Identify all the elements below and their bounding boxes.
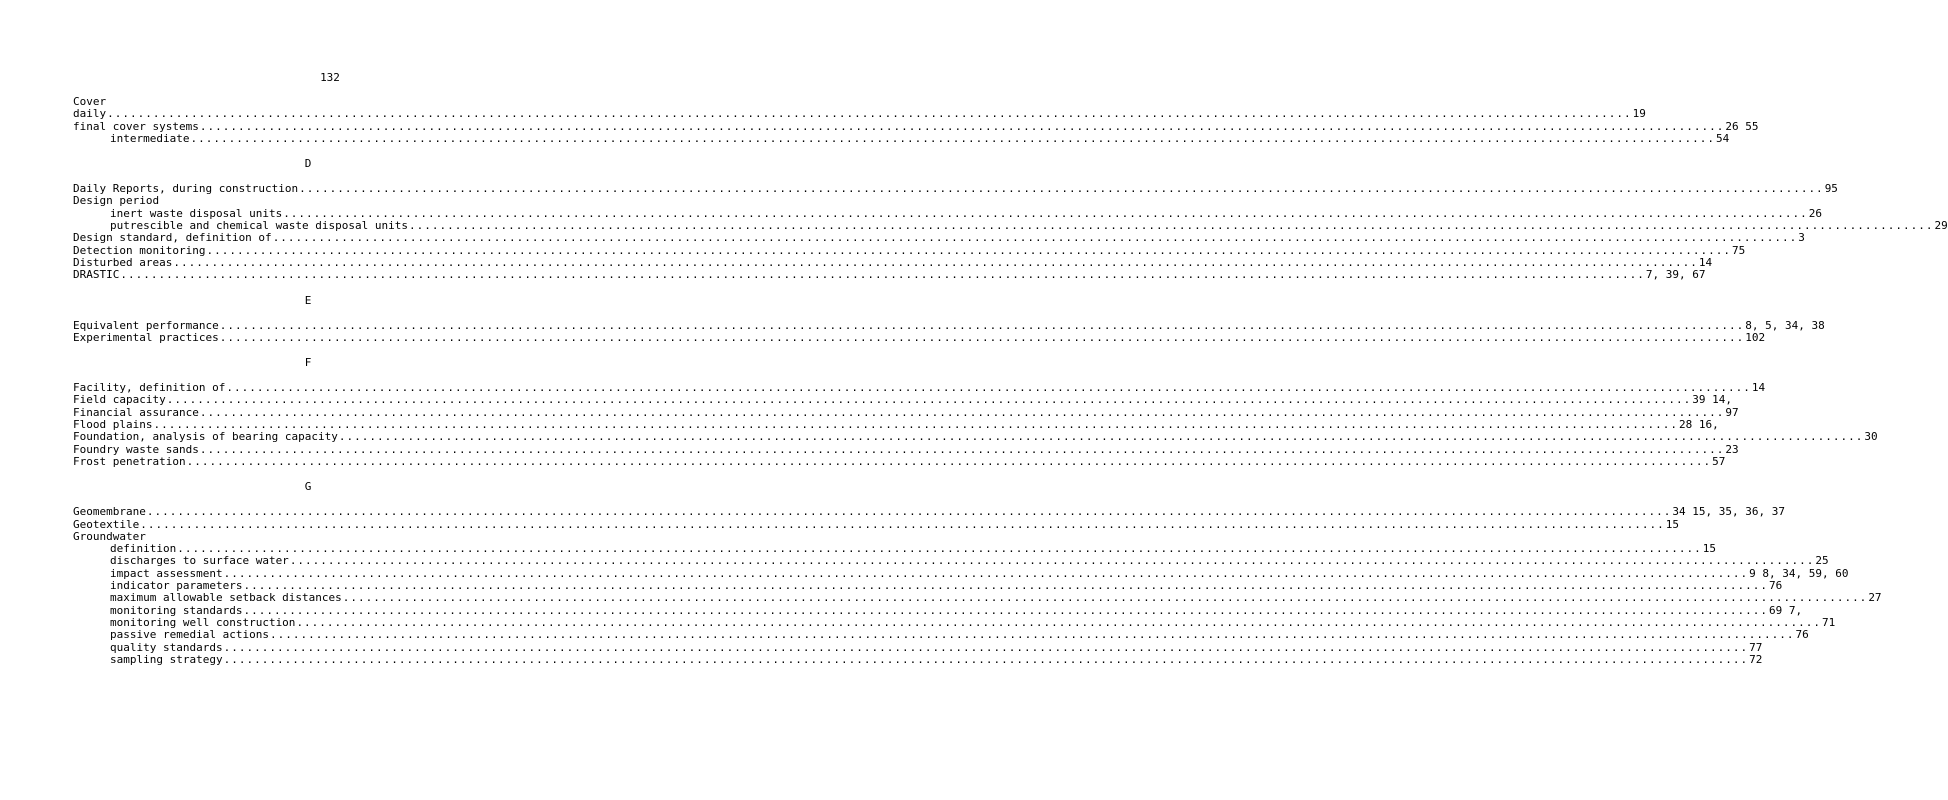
entry-term: impact assessment — [110, 566, 223, 580]
entry-term: DRASTIC — [73, 268, 120, 282]
index-section — [73, 95, 1759, 145]
index-section — [73, 480, 1882, 666]
entry-term: final cover systems — [73, 119, 199, 133]
entry-term: Design standard, definition of — [73, 231, 272, 245]
entry-pages: 28 16, — [1679, 418, 1719, 432]
entry-pages: 72 — [1749, 652, 1763, 666]
entry-term: Cover — [73, 95, 107, 108]
entry-pages: 75 — [1731, 243, 1746, 257]
entry-pages: 27 — [1868, 591, 1882, 605]
section-letter: E — [304, 293, 312, 307]
dot-leader: ........................................................................................................................................................................................................ — [206, 243, 1731, 257]
entry-term: Disturbed areas — [73, 255, 173, 269]
index-section — [73, 157, 1948, 282]
entry-pages: 39 14, — [1692, 393, 1732, 407]
dot-leader: ........................................................................................................................................................................................................ — [199, 442, 1725, 456]
entry-pages: 14 — [1698, 255, 1713, 269]
dot-leader: ........................................................................................................................................................................................................ — [289, 554, 1815, 568]
dot-leader: ........................................................................................................................................................................................................ — [283, 206, 1808, 220]
entry-term: Field capacity — [73, 393, 166, 407]
entry-term: discharges to surface water — [110, 554, 289, 568]
entry-pages: 71 — [1821, 615, 1836, 629]
index-entry — [73, 430, 1878, 444]
dot-leader: ........................................................................................................................................................................................................ — [186, 454, 1712, 468]
dot-leader: ........................................................................................................................................................................................................ — [243, 603, 1768, 617]
entry-term: Experimental practices — [73, 330, 219, 344]
entry-term: daily — [73, 107, 107, 121]
dot-leader: ........................................................................................................................................................................................................ — [223, 652, 1749, 666]
dot-leader: ........................................................................................................................................................................................................ — [190, 131, 1715, 145]
entry-term: Geomembrane — [73, 505, 146, 519]
entry-pages: 57 — [1712, 454, 1726, 468]
index-subentry — [73, 591, 1882, 605]
dot-leader: ........................................................................................................................................................................................................ — [107, 107, 1632, 121]
index-entry — [73, 393, 1732, 407]
entry-pages: 29 — [1934, 219, 1948, 233]
entry-term: Financial assurance — [73, 405, 199, 419]
index-entry — [73, 318, 1825, 332]
entry-pages: 95 — [1824, 182, 1838, 196]
index-section — [73, 293, 1825, 345]
entry-pages: 19 — [1632, 107, 1646, 121]
entry-term: passive remedial actions — [110, 628, 269, 642]
index-section — [73, 356, 1878, 468]
index-entry — [73, 268, 1706, 282]
entry-pages: 14 — [1751, 381, 1766, 395]
index-entry — [73, 330, 1766, 344]
entry-term: monitoring well construction — [110, 615, 296, 629]
entry-pages: 26 55 — [1725, 119, 1759, 133]
dot-leader: ........................................................................................................................................................................................................ — [272, 231, 1798, 245]
index-list — [73, 95, 1948, 666]
entry-pages: 15 — [1702, 542, 1716, 556]
entry-pages: 69 7, — [1768, 603, 1803, 617]
index-subentry — [73, 628, 1809, 642]
entry-term: Foundation, analysis of bearing capacity — [73, 430, 338, 444]
dot-leader: ........................................................................................................................................................................................................ — [409, 219, 1934, 233]
entry-term: Groundwater — [73, 529, 146, 543]
dot-leader: ........................................................................................................................................................................................................ — [223, 566, 1749, 580]
dot-leader: ........................................................................................................................................................................................................ — [296, 615, 1821, 629]
entry-term: intermediate — [110, 131, 190, 145]
entry-term: Facility, definition of — [73, 381, 226, 395]
dot-leader: ........................................................................................................................................................................................................ — [140, 517, 1665, 531]
entry-term: inert waste disposal units — [110, 206, 283, 220]
dot-leader: ........................................................................................................................................................................................................ — [166, 393, 1692, 407]
entry-term: maximum allowable setback distances — [110, 591, 342, 605]
entry-pages: 102 — [1745, 330, 1766, 344]
entry-pages: 30 — [1864, 430, 1878, 444]
dot-leader: ........................................................................................................................................................................................................ — [342, 591, 1868, 605]
entry-term: Frost penetration — [73, 454, 186, 468]
entry-pages: 54 — [1716, 131, 1730, 145]
index-entry — [73, 195, 593, 207]
dot-leader: ........................................................................................................................................................................................................ — [219, 330, 1745, 344]
dot-leader: ........................................................................................................................................................................................................ — [120, 268, 1645, 282]
dot-leader: ........................................................................................................................................................................................................ — [338, 430, 1864, 444]
index-subentry — [73, 640, 1763, 654]
index-entry — [73, 454, 1726, 468]
dot-leader: ........................................................................................................................................................................................................ — [199, 405, 1725, 419]
entry-pages: 23 — [1725, 442, 1739, 456]
entry-pages: 8, 5, 34, 38 — [1745, 318, 1825, 332]
dot-leader: ........................................................................................................................................................................................................ — [243, 579, 1768, 593]
entry-term: Daily Reports, during construction — [73, 182, 299, 196]
entry-pages: 26 — [1808, 206, 1822, 220]
index-entry — [73, 505, 1785, 519]
entry-term: indicator parameters — [110, 579, 243, 593]
entry-pages: 77 — [1749, 640, 1763, 654]
entry-pages: 9 8, 34, 59, 60 — [1749, 566, 1849, 580]
dot-leader: ........................................................................................................................................................................................................ — [153, 418, 1678, 432]
entry-term: monitoring standards — [110, 603, 243, 617]
entry-term: sampling strategy — [110, 652, 223, 666]
index-subentry — [73, 131, 1730, 145]
entry-pages: 3 — [1798, 231, 1805, 245]
entry-term: Foundry waste sands — [73, 442, 199, 456]
entry-pages: 76 — [1768, 579, 1783, 593]
entry-term: Detection monitoring — [73, 243, 206, 257]
entry-pages: 97 — [1725, 405, 1739, 419]
dot-leader: ........................................................................................................................................................................................................ — [199, 119, 1725, 133]
entry-pages: 34 15, 35, 36, 37 — [1672, 505, 1785, 519]
dot-leader: ........................................................................................................................................................................................................ — [219, 318, 1745, 332]
page-number: 132 — [320, 71, 340, 84]
index-entry — [73, 517, 1679, 531]
dot-leader: ........................................................................................................................................................................................................ — [269, 628, 1795, 642]
entry-term: Geotextile — [73, 517, 140, 531]
section-letter: F — [304, 356, 312, 370]
dot-leader: ........................................................................................................................................................................................................ — [146, 505, 1672, 519]
entry-pages: 7, 39, 67 — [1645, 268, 1706, 282]
entry-term: definition — [110, 542, 177, 556]
section-letter: D — [304, 157, 312, 171]
index-entry — [73, 231, 1805, 245]
entry-term: Flood plains — [73, 418, 153, 432]
index-subentry — [73, 554, 1829, 568]
entry-term: Equivalent performance — [73, 318, 219, 332]
dot-leader: ........................................................................................................................................................................................................ — [226, 381, 1751, 395]
entry-term: Design period — [73, 194, 160, 208]
dot-leader: ........................................................................................................................................................................................................ — [173, 255, 1698, 269]
dot-leader: ........................................................................................................................................................................................................ — [177, 542, 1702, 556]
index-subentry — [73, 652, 1763, 666]
entry-term: quality standards — [110, 640, 223, 654]
index-entry — [73, 107, 1646, 121]
entry-pages: 76 — [1795, 628, 1809, 642]
entry-pages: 25 — [1815, 554, 1829, 568]
dot-leader: ........................................................................................................................................................................................................ — [223, 640, 1749, 654]
entry-term: putrescible and chemical waste disposal units — [110, 219, 409, 233]
section-letter: G — [304, 480, 312, 494]
entry-pages: 15 — [1665, 517, 1679, 531]
dot-leader: ........................................................................................................................................................................................................ — [299, 182, 1824, 196]
